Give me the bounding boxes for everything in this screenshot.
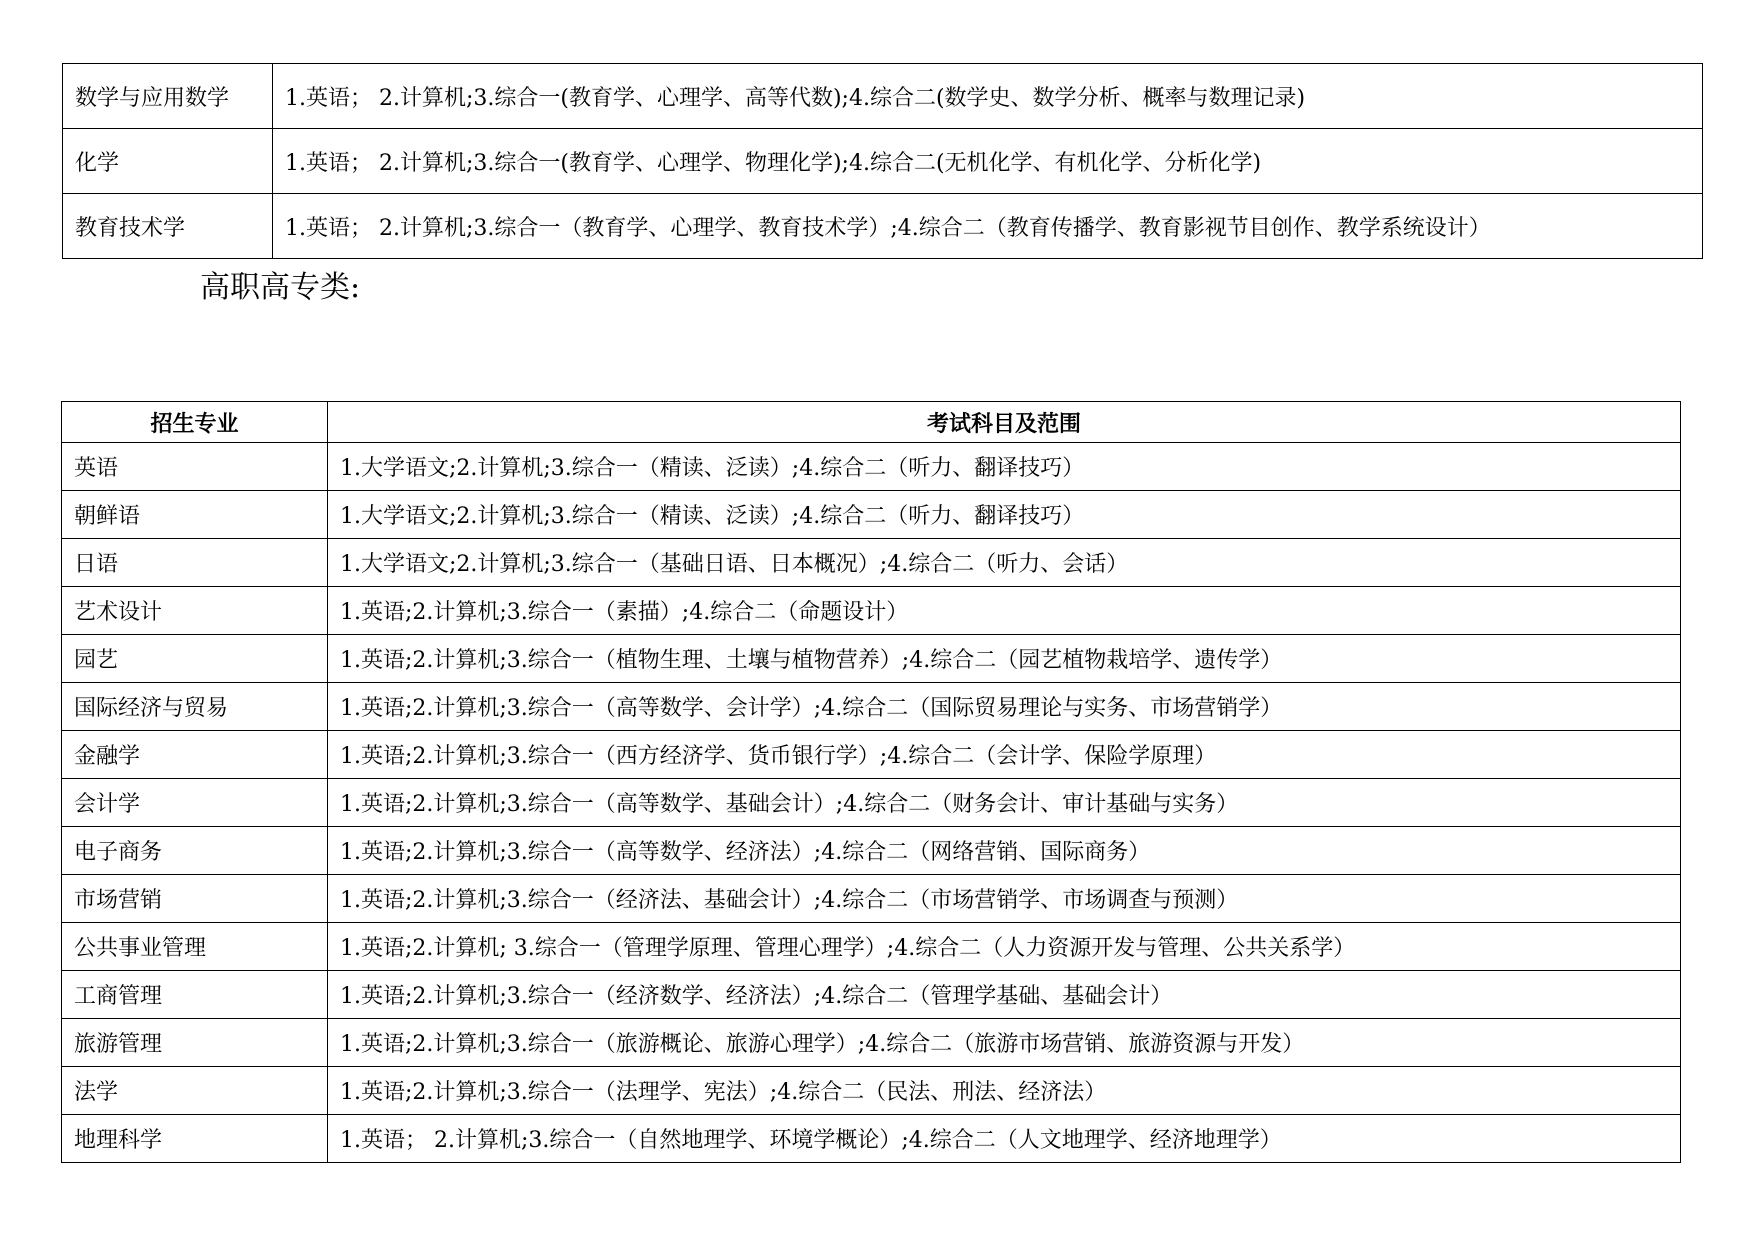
vocational-exam-table	[61, 401, 1681, 1163]
major-cell: 数学与应用数学	[63, 64, 273, 129]
header-subjects: 考试科目及范围	[328, 402, 1681, 443]
subjects-cell: 1.英语;2.计算机;3.综合一（高等数学、会计学）;4.综合二（国际贸易理论与实务、市场营销学）	[328, 683, 1681, 731]
subjects-cell: 1.大学语文;2.计算机;3.综合一（精读、泛读）;4.综合二（听力、翻译技巧）	[328, 491, 1681, 539]
subjects-cell: 1.大学语文;2.计算机;3.综合一（基础日语、日本概况）;4.综合二（听力、会话）	[328, 539, 1681, 587]
major-cell: 会计学	[62, 779, 328, 827]
major-cell: 教育技术学	[63, 194, 273, 259]
major-cell: 朝鲜语	[62, 491, 328, 539]
major-cell: 市场营销	[62, 875, 328, 923]
table-row	[62, 731, 1681, 779]
major-cell: 金融学	[62, 731, 328, 779]
subjects-cell: 1.英语;2.计算机; 3.综合一（管理学原理、管理心理学）;4.综合二（人力资源开发与管理、公共关系学）	[328, 923, 1681, 971]
major-cell: 公共事业管理	[62, 923, 328, 971]
major-cell: 工商管理	[62, 971, 328, 1019]
subjects-cell: 1.大学语文;2.计算机;3.综合一（精读、泛读）;4.综合二（听力、翻译技巧）	[328, 443, 1681, 491]
table-row	[62, 827, 1681, 875]
major-cell: 地理科学	[62, 1115, 328, 1163]
subjects-cell: 1.英语;2.计算机;3.综合一（经济法、基础会计）;4.综合二（市场营销学、市场调查与预测）	[328, 875, 1681, 923]
subjects-cell: 1.英语;2.计算机;3.综合一（高等数学、经济法）;4.综合二（网络营销、国际商务）	[328, 827, 1681, 875]
subjects-cell: 1.英语； 2.计算机;3.综合一（自然地理学、环境学概论）;4.综合二（人文地理学、经济地理学）	[328, 1115, 1681, 1163]
major-cell: 国际经济与贸易	[62, 683, 328, 731]
subjects-cell: 1.英语;2.计算机;3.综合一（素描）;4.综合二（命题设计）	[328, 587, 1681, 635]
subjects-cell: 1.英语;2.计算机;3.综合一（经济数学、经济法）;4.综合二（管理学基础、基础会计）	[328, 971, 1681, 1019]
undergraduate-exam-table	[62, 63, 1703, 259]
major-cell: 英语	[62, 443, 328, 491]
subjects-cell: 1.英语； 2.计算机;3.综合一(教育学、心理学、高等代数);4.综合二(数学史、数学分析、概率与数理记录)	[273, 64, 1703, 129]
table-row	[62, 587, 1681, 635]
subjects-cell: 1.英语;2.计算机;3.综合一（西方经济学、货币银行学）;4.综合二（会计学、保险学原理）	[328, 731, 1681, 779]
table-row	[63, 64, 1703, 129]
major-cell: 电子商务	[62, 827, 328, 875]
table-row	[63, 194, 1703, 259]
subjects-cell: 1.英语;2.计算机;3.综合一（旅游概论、旅游心理学）;4.综合二（旅游市场营销、旅游资源与开发）	[328, 1019, 1681, 1067]
table-row	[62, 539, 1681, 587]
table-row	[62, 635, 1681, 683]
table-row	[62, 683, 1681, 731]
header-major: 招生专业	[62, 402, 328, 443]
major-cell: 园艺	[62, 635, 328, 683]
table-row	[62, 875, 1681, 923]
major-cell: 旅游管理	[62, 1019, 328, 1067]
table-row	[63, 129, 1703, 194]
major-cell: 化学	[63, 129, 273, 194]
major-cell: 日语	[62, 539, 328, 587]
table-row	[62, 1019, 1681, 1067]
major-cell: 艺术设计	[62, 587, 328, 635]
subjects-cell: 1.英语;2.计算机;3.综合一（植物生理、土壤与植物营养）;4.综合二（园艺植物栽培学、遗传学）	[328, 635, 1681, 683]
table-row	[62, 491, 1681, 539]
subjects-cell: 1.英语； 2.计算机;3.综合一(教育学、心理学、物理化学);4.综合二(无机化学、有机化学、分析化学)	[273, 129, 1703, 194]
table-row	[62, 1067, 1681, 1115]
table-row	[62, 443, 1681, 491]
major-cell: 法学	[62, 1067, 328, 1115]
table-row	[62, 1115, 1681, 1163]
table-row	[62, 971, 1681, 1019]
table-header-row	[62, 402, 1681, 443]
subjects-cell: 1.英语;2.计算机;3.综合一（法理学、宪法）;4.综合二（民法、刑法、经济法）	[328, 1067, 1681, 1115]
table-row	[62, 923, 1681, 971]
subjects-cell: 1.英语;2.计算机;3.综合一（高等数学、基础会计）;4.综合二（财务会计、审计基础与实务）	[328, 779, 1681, 827]
subjects-cell: 1.英语； 2.计算机;3.综合一（教育学、心理学、教育技术学）;4.综合二（教育传播学、教育影视节目创作、教学系统设计）	[273, 194, 1703, 259]
section-heading: 高职高专类:	[200, 270, 361, 305]
table-row	[62, 779, 1681, 827]
